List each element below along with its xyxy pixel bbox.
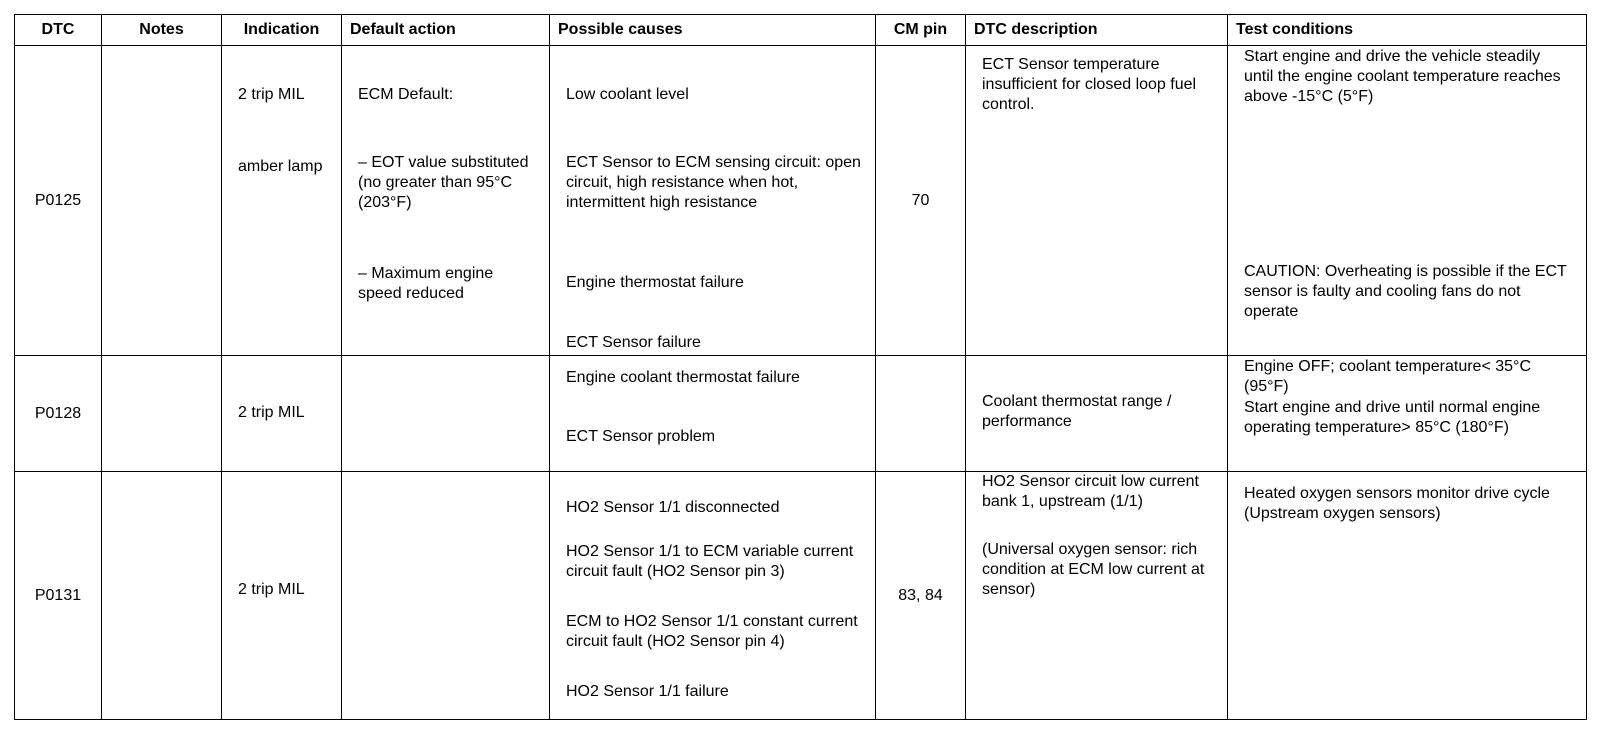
dtc-description-cell [966,46,1228,356]
header-dtc-description: DTC description [966,15,1228,46]
dtc-description-cell [966,356,1228,472]
dtc-description-cell [966,472,1228,720]
dtc-code: P0128 [15,356,102,472]
possible-causes-cell [550,472,876,720]
possible-cause-text: Engine coolant thermostat failure [566,369,800,386]
default-action-cell [342,46,550,356]
cm-pin-value: 83, 84 [876,472,966,720]
header-cm-pin: CM pin [876,15,966,46]
header-default-action: Default action [342,15,550,46]
dtc-description-text: HO2 Sensor circuit low current bank 1, upstream (1/1) [982,473,1199,510]
notes-cell [102,472,222,720]
header-test-conditions: Test conditions [1228,15,1587,46]
indication-cell [222,356,342,472]
indication-text: 2 trip MIL [238,404,305,421]
notes-cell [102,356,222,472]
table-row [15,472,1587,720]
default-action-text: – EOT value substituted (no greater than 95°C (203°F) [358,154,529,211]
table-row [15,356,1587,472]
default-action-text: ECM Default: [358,86,454,103]
dtc-table [14,14,1587,720]
possible-cause-text: Low coolant level [566,86,689,103]
possible-cause-text: ECT Sensor failure [566,334,701,351]
test-condition-text: Engine OFF; coolant temperature< 35°C (95°F) [1244,358,1531,395]
header-dtc: DTC [15,15,102,46]
indication-text: 2 trip MIL [238,86,305,103]
dtc-description-text: ECT Sensor temperature insufficient for closed loop fuel control. [982,56,1197,113]
indication-text: 2 trip MIL [238,581,305,598]
test-condition-text: CAUTION: Overheating is possible if the ECT sensor is faulty and cooling fans do not operate [1244,263,1567,320]
cm-pin-value [876,356,966,472]
dtc-description-text: Coolant thermostat range / performance [982,393,1172,430]
header-notes: Notes [102,15,222,46]
possible-cause-text: ECM to HO2 Sensor 1/1 constant current circuit fault (HO2 Sensor pin 4) [566,613,858,650]
possible-cause-text: ECT Sensor problem [566,428,716,445]
test-condition-text: Start engine and drive the vehicle steadily until the engine coolant temperature reaches above -15°C (5°F) [1244,48,1561,105]
indication-cell [222,46,342,356]
possible-cause-text: Engine thermostat failure [566,274,744,291]
header-possible-causes: Possible causes [550,15,876,46]
default-action-cell [342,472,550,720]
default-action-text: – Maximum engine speed reduced [358,265,494,302]
test-condition-text: Heated oxygen sensors monitor drive cycle (Upstream oxygen sensors) [1244,485,1564,522]
cm-pin-value: 70 [876,46,966,356]
dtc-code: P0131 [15,472,102,720]
indication-text: amber lamp [238,158,323,175]
possible-cause-text: HO2 Sensor 1/1 failure [566,683,729,700]
test-conditions-cell [1228,356,1587,472]
test-condition-text: Start engine and drive until normal engine operating temperature> 85°C (180°F) [1244,399,1541,436]
possible-causes-cell [550,46,876,356]
default-action-cell [342,356,550,472]
dtc-code: P0125 [15,46,102,356]
header-row [15,15,1587,46]
table-row [15,46,1587,356]
possible-cause-text: ECT Sensor to ECM sensing circuit: open circuit, high resistance when hot, intermittent high resistance [566,154,861,211]
test-conditions-cell [1228,472,1587,720]
test-conditions-cell [1228,46,1587,356]
notes-cell [102,46,222,356]
possible-cause-text: HO2 Sensor 1/1 to ECM variable current circuit fault (HO2 Sensor pin 3) [566,543,854,580]
possible-cause-text: HO2 Sensor 1/1 disconnected [566,499,780,516]
dtc-description-text: (Universal oxygen sensor: rich condition at ECM low current at sensor) [982,541,1205,598]
possible-causes-cell [550,356,876,472]
header-indication: Indication [222,15,342,46]
indication-cell [222,472,342,720]
